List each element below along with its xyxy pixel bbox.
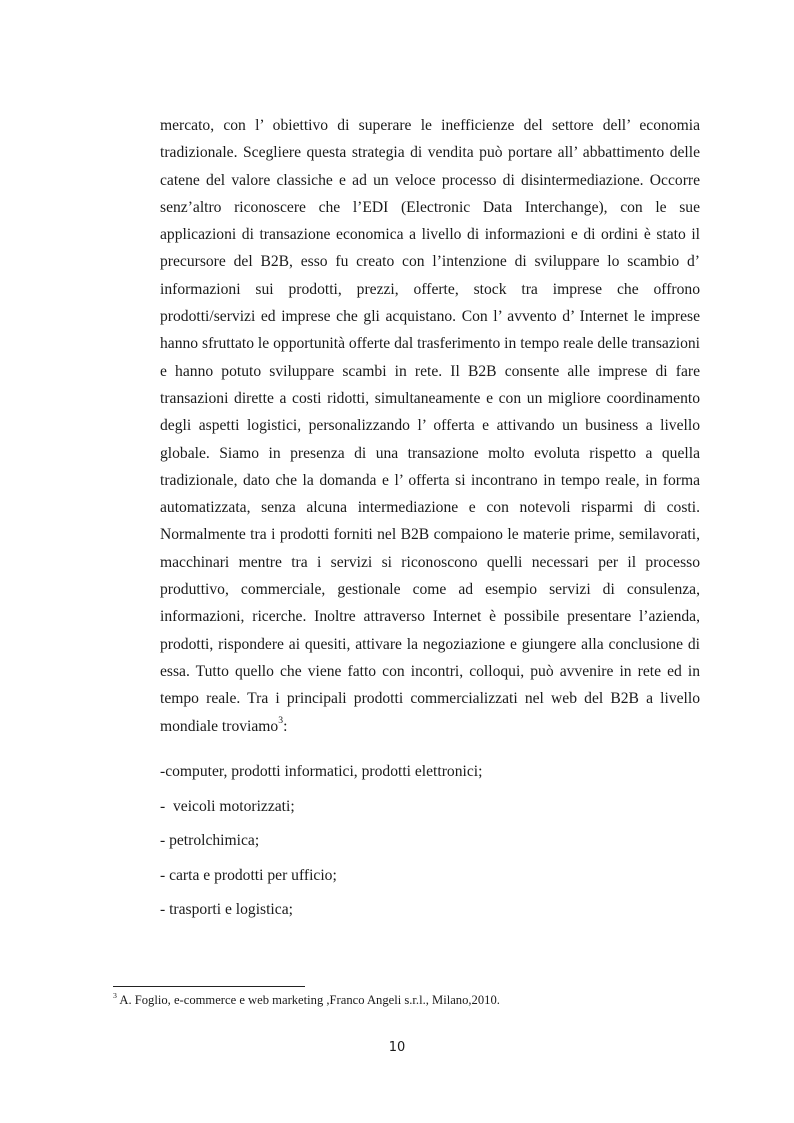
list-item: - carta e prodotti per ufficio; bbox=[160, 866, 337, 884]
footnote-reference[interactable]: 3 bbox=[278, 715, 284, 727]
body-paragraph bbox=[160, 112, 700, 740]
page-number: 10 bbox=[388, 1040, 406, 1055]
list-item: - trasporti e logistica; bbox=[160, 901, 293, 918]
footnote-text: A. Foglio, e-commerce e web marketing ,Franco Angeli s.r.l., Milano,2010. bbox=[116, 993, 500, 1007]
footnote-separator bbox=[113, 986, 305, 987]
product-list bbox=[160, 762, 700, 935]
list-item: - petrolchimica; bbox=[160, 832, 260, 849]
paragraph-end: : bbox=[283, 717, 288, 735]
paragraph-text: mercato, con l’ obiettivo di superare le inefficienze del settore dell’ economia tradizionale. Scegliere questa strategia di vendita può portare all’ abbattimento delle catene del valore classiche e ad un veloce processo di disintermediazione. Occorre senz’altro riconoscere che l’EDI (Electronic Data Interchange), con le sue applicazioni di transazione economica a livello di informazioni e di ordini è stato il precursore del B2B, esso fu creato con l’intenzione di sviluppare lo scambio d’ informazioni sui prodotti, prezzi, offerte, stock tra imprese che offrono prodotti/servizi ed imprese che gli acquistano. Con l’ avvento d’ Internet le imprese hanno sfruttato le opportunità offerte dal trasferimento in tempo reale delle transazioni e hanno potuto sviluppare scambi in rete. Il B2B consente alle imprese di fare transazioni dirette a costi ridotti, simultaneamente e con un migliore coordinamento degli aspetti logistici, personalizzando l’ offerta e attivando un business a livello globale. Siamo in presenza di una transazione molto evoluta rispetto a quella tradizionale, dato che la domanda e l’ offerta si incontrano in tempo reale, in forma automatizzata, senza alcuna intermediazione e con notevoli risparmi di costi. Normalmente tra i prodotti forniti nel B2B compaiono le materie prime, semilavorati, macchinari mentre tra i servizi si riconoscono quelli necessari per il processo produttivo, commerciale, gestionale come ad esempio servizi di consulenza, informazioni, ricerche. Inoltre attraverso Internet è possibile presentare l’azienda, prodotti, rispondere ai quesiti, attivare la negoziazione e giungere alla conclusione di essa. Tutto quello che viene fatto con incontri, colloqui, può avvenire in rete ed in tempo reale. Tra i principali prodotti commercializzati nel web del B2B a livello mondiale troviamo bbox=[160, 117, 700, 735]
list-item: -computer, prodotti informatici, prodotti elettronici; bbox=[160, 763, 483, 780]
footnote-number: 3 bbox=[113, 991, 117, 1001]
footnote bbox=[113, 992, 713, 1008]
list-item: - veicoli motorizzati; bbox=[160, 797, 295, 815]
